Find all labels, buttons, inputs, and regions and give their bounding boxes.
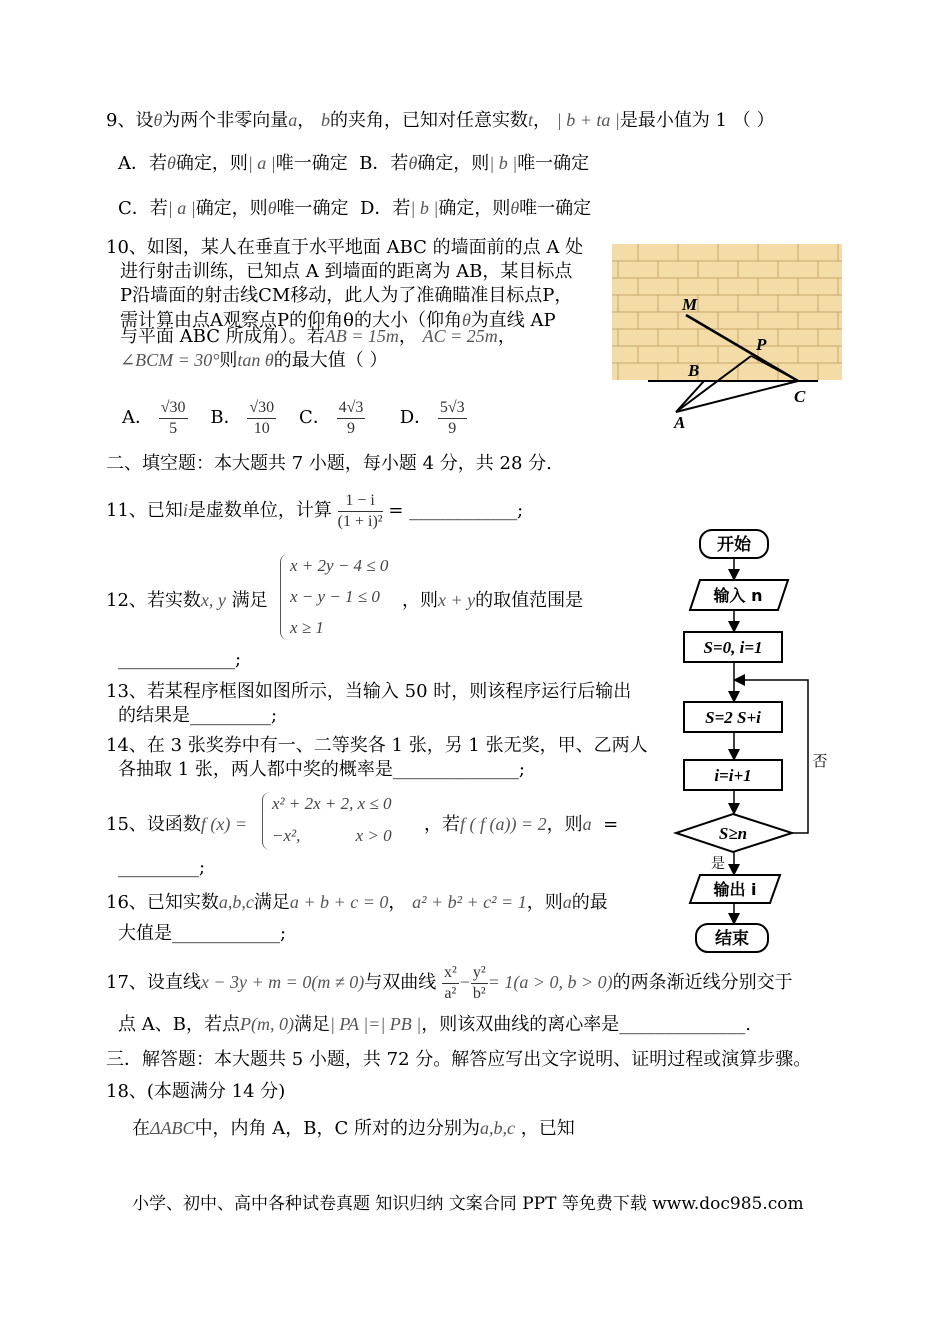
- q16-line1: 16、已知实数a,b,c满足a + b + c = 0， a² + b² + c² = 1，则a的最: [106, 892, 608, 913]
- page-footer: 小学、初中、高中各种试卷真题 知识归纳 文案合同 PPT 等免费下载 www.doc985.com: [132, 1194, 804, 1214]
- q10-option-d-fraction: $\frac{5√3}{9}$: [439, 398, 465, 437]
- q10-option-b-fraction: $\frac{√30}{10}$: [249, 398, 275, 437]
- no-label: 否: [812, 752, 828, 770]
- q10-line2: 进行射击训练，已知点 A 到墙面的距离为 AB，某目标点: [120, 261, 573, 282]
- q9-options-ab: A．若θ确定，则| a |唯一确定 B．若θ确定，则| b |唯一确定: [118, 153, 590, 174]
- label-c: C: [794, 387, 806, 406]
- section-3-heading: 三．解答题：本大题共 5 小题，共 72 分。解答应写出文字说明、证明过程或演算步骤。: [106, 1049, 812, 1070]
- label-p: P: [756, 335, 767, 354]
- q17-fraction-y: $\frac{\text{y²}}{\text{b²}}$: [472, 963, 486, 1002]
- q16-line2: 大值是____________;: [118, 923, 287, 944]
- q15-brace: [262, 792, 271, 850]
- yes-label: 是: [711, 856, 725, 872]
- q14-line2: 各抽取 1 张，两人都中奖的概率是______________;: [118, 759, 525, 780]
- q10-line3: P沿墙面的射击线CM移动，此人为了准确瞄准目标点P，: [120, 285, 573, 306]
- label-a: A: [674, 413, 686, 432]
- q12-blank: _____________;: [118, 649, 242, 670]
- q12-brace: [280, 554, 289, 640]
- label-m: M: [682, 295, 698, 314]
- q10-line4: 需计算由点A观察点P的仰角θ的大小（仰角θ为直线 AP: [120, 310, 556, 331]
- program-flowchart: [660, 520, 860, 960]
- input-label: 输入 n: [713, 586, 763, 605]
- q9-stem: 9、设θ为两个非零向量a， b的夹角，已知对任意实数t， | b + ta |是最小值为 1 （ ）: [106, 110, 775, 131]
- q17-fraction-x: $\frac{\text{x²}}{\text{a²}}$: [443, 963, 457, 1002]
- update-label: S=2 S+i: [705, 708, 761, 727]
- q12-stem: 12、若实数x, y 满足: [106, 590, 268, 611]
- q9-options-cd: C．若| a |确定，则θ唯一确定 D．若| b |确定，则θ唯一确定: [118, 198, 592, 219]
- q15-piece-2: −x², x > 0: [272, 826, 392, 845]
- q13-line2: 的结果是_________;: [118, 705, 278, 726]
- q10-option-a-fraction: $\frac{√30}{5}$: [160, 398, 186, 437]
- label-b: B: [688, 361, 700, 380]
- init-label: S=0, i=1: [703, 638, 763, 657]
- q12-tail: ，则x + y的取值范围是: [402, 590, 584, 611]
- q10-wall-figure: [608, 240, 843, 435]
- q10-option-c-fraction: $\frac{4√3}{9}$: [338, 398, 364, 437]
- output-label: 输出 i: [713, 880, 757, 899]
- increment-label: i=i+1: [714, 766, 752, 785]
- start-label: 开始: [717, 535, 751, 555]
- q10-options: A． $\frac{√30}{5}$ B． $\frac{√30}{10}$ C． $\frac{4√3}{9}$ D． $\frac{5√3}{9}$: [122, 398, 465, 437]
- q12-constraint-2: x − y − 1 ≤ 0: [290, 587, 380, 606]
- q15-blank: _________;: [118, 857, 206, 878]
- q10-line1: 10、如图，某人在垂直于水平地面 ABC 的墙面前的点 A 处: [106, 237, 584, 258]
- q14-line1: 14、在 3 张奖券中有一、二等奖各 1 张，另 1 张无奖，甲、乙两人: [106, 735, 648, 756]
- end-label: 结束: [715, 929, 749, 949]
- q12-constraint-3: x ≥ 1: [290, 618, 324, 637]
- q15-stem: 15、设函数f (x) =: [106, 814, 248, 835]
- q18-line2: 在ΔABC中，内角 A，B，C 所对的边分别为a,b,c ，已知: [132, 1118, 575, 1139]
- line-ab: [676, 381, 704, 412]
- condition-label: S≥n: [718, 824, 748, 843]
- q11: 11、已知i是虚数单位，计算 $\frac{1 - i}{\text{(1 + i)²}}$ = ____________;: [106, 491, 524, 530]
- q17-line2: 点 A、B，若点P(m, 0)满足| PA |=| PB |，则该双曲线的离心率是______________.: [118, 1014, 751, 1035]
- section-2-heading: 二、填空题：本大题共 7 小题，每小题 4 分，共 28 分.: [106, 453, 552, 474]
- q10-line5: 与平面 ABC 所成角）。若AB = 15m， AC = 25m，: [120, 326, 516, 347]
- q10-line6: ∠BCM = 30°则tan θ的最大值（ ）: [120, 350, 388, 371]
- line-ac: [676, 381, 798, 412]
- q15-piece-1: x² + 2x + 2, x ≤ 0: [272, 794, 392, 813]
- q11-fraction: $\frac{1 - i}{\text{(1 + i)²}}$: [337, 491, 383, 530]
- q12-constraint-1: x + 2y − 4 ≤ 0: [290, 556, 389, 575]
- q15-tail: ，若f ( f (a)) = 2，则a =: [424, 814, 619, 835]
- q13-line1: 13、若某程序框图如图所示，当输入 50 时，则该程序运行后输出: [106, 681, 632, 702]
- q18-line1: 18、(本题满分 14 分): [106, 1081, 286, 1102]
- q17-line1: 17、设直线x − 3y + m = 0(m ≠ 0)与双曲线 $\frac{\text{x²}}{\text{a²}}$ − $\frac{\text{y²}}{\text{b²}}$ = 1(a > 0, b > 0)的两条渐近线分别交于: [106, 963, 793, 1002]
